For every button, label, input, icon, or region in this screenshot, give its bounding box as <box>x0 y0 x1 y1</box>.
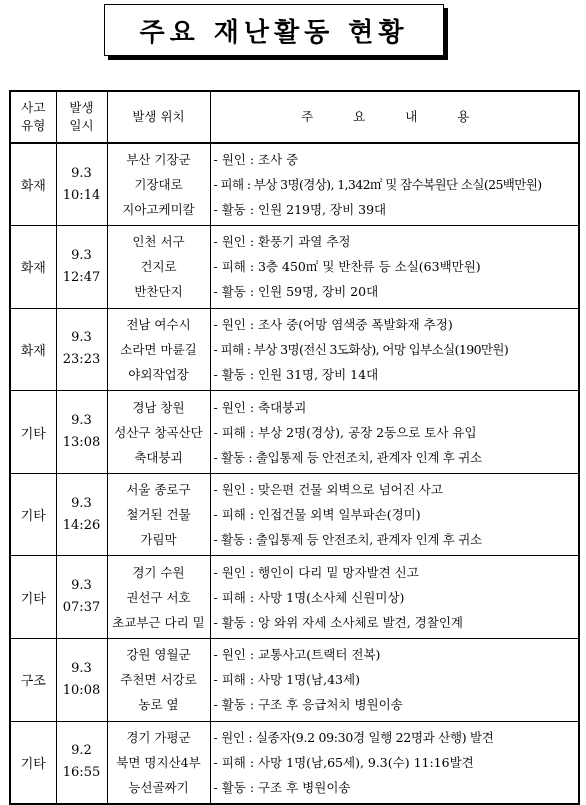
location-line: 강원 영월군 <box>126 647 191 663</box>
location-line: 부산 기장군 <box>126 152 191 168</box>
incident-activity: - 활동 : 출입통제 등 안전조치, 관계자 인계 후 귀소 <box>213 532 482 548</box>
incident-activity: - 활동 : 인원 31명, 장비 14대 <box>213 366 379 382</box>
incident-location <box>107 391 210 474</box>
table-row <box>10 556 579 639</box>
incident-activity: - 활동 : 구조 후 응급처치 병원이송 <box>213 697 403 713</box>
incident-cause: - 원인 : 행인이 다리 밑 망자발견 신고 <box>213 564 419 580</box>
incident-time: 10:08 <box>62 682 101 698</box>
incident-time: 14:26 <box>62 517 101 533</box>
table-row <box>10 226 579 309</box>
location-line: 기장대로 <box>134 177 183 193</box>
incident-date: 9.2 <box>71 743 92 759</box>
incident-cause: - 원인 : 조사 중 <box>213 152 299 168</box>
incident-damage: - 피해 : 사망 1명(남,43세) <box>213 672 360 688</box>
incident-type: 화재 <box>10 308 56 391</box>
location-line: 철거된 건물 <box>126 507 191 523</box>
incident-activity: - 활동 : 출입통제 등 안전조치, 관계자 인계 후 귀소 <box>213 449 482 465</box>
header-type <box>10 91 56 143</box>
incident-content <box>210 391 579 474</box>
incident-content <box>210 639 579 722</box>
location-line: 초교부근 다리 밑 <box>112 614 205 630</box>
incident-type: 기타 <box>10 391 56 474</box>
incident-location <box>107 308 210 391</box>
header-row <box>10 91 579 143</box>
location-line: 서울 종로구 <box>126 482 191 498</box>
header-datetime-label: 발생 일시 <box>69 100 94 133</box>
location-line: 북면 명지산4부 <box>116 754 201 770</box>
incident-activity: - 활동 : 인원 219명, 장비 39대 <box>213 202 387 218</box>
location-line: 경기 수원 <box>132 564 185 580</box>
location-line: 축대붕괴 <box>134 449 183 465</box>
incident-date: 9.3 <box>71 578 92 594</box>
location-line: 권선구 서호 <box>126 589 191 605</box>
location-line: 농로 옆 <box>138 697 179 713</box>
incident-damage: - 피해 : 부상 3명(전신 3도화상), 어망 입부소실(190만원) <box>213 341 509 357</box>
incident-activity: - 활동 : 인원 59명, 장비 20대 <box>213 284 379 300</box>
incident-damage: - 피해 : 인접건물 외벽 일부파손(경미) <box>213 507 421 523</box>
incident-time: 23:23 <box>62 352 101 368</box>
incident-date: 9.3 <box>71 660 92 676</box>
incident-time: 10:14 <box>62 187 101 203</box>
location-line: 경남 창원 <box>132 399 185 415</box>
incident-cause: - 원인 : 환풍기 과열 추정 <box>213 234 351 250</box>
incident-damage: - 피해 : 3층 450㎡ 및 반찬류 등 소실(63백만원) <box>213 259 481 275</box>
incident-datetime <box>56 639 107 722</box>
incident-location <box>107 721 210 804</box>
header-datetime <box>56 91 107 143</box>
incident-date: 9.3 <box>71 330 92 346</box>
incident-type: 화재 <box>10 226 56 309</box>
incident-location <box>107 639 210 722</box>
incident-datetime <box>56 308 107 391</box>
incident-location <box>107 143 210 226</box>
incident-content <box>210 721 579 804</box>
incident-cause: - 원인 : 조사 중(어망 염색중 폭발화재 추정) <box>213 316 453 332</box>
incident-datetime <box>56 391 107 474</box>
incident-damage: - 피해 : 부상 2명(경상), 공장 2동으로 토사 유입 <box>213 424 477 440</box>
table-row <box>10 721 579 804</box>
incident-cause: - 원인 : 교통사고(트랙터 전복) <box>213 647 381 663</box>
location-line: 지아고케미칼 <box>122 202 195 218</box>
header-location-label: 발생 위치 <box>132 109 185 124</box>
incident-table <box>9 90 580 805</box>
title-box <box>104 4 444 56</box>
incident-cause: - 원인 : 축대붕괴 <box>213 399 307 415</box>
incident-content <box>210 556 579 639</box>
incident-time: 12:47 <box>62 269 101 285</box>
location-line: 야외작업장 <box>128 366 189 382</box>
incident-damage: - 피해 : 부상 3명(경상), 1,342㎡ 및 잠수복원단 소실(25백만원) <box>213 177 542 193</box>
incident-time: 16:55 <box>62 765 101 781</box>
table-row <box>10 473 579 556</box>
incident-location <box>107 556 210 639</box>
incident-time: 13:08 <box>62 435 101 451</box>
incident-type: 기타 <box>10 721 56 804</box>
table-row <box>10 639 579 722</box>
incident-date: 9.3 <box>71 495 92 511</box>
incident-datetime <box>56 143 107 226</box>
incident-date: 9.3 <box>71 413 92 429</box>
table-row <box>10 308 579 391</box>
page-title: 주요 재난활동 현황 <box>139 17 409 48</box>
location-line: 경기 가평군 <box>126 729 191 745</box>
header-location <box>107 91 210 143</box>
incident-location <box>107 473 210 556</box>
incident-content <box>210 143 579 226</box>
incident-content <box>210 226 579 309</box>
table-row <box>10 391 579 474</box>
incident-type: 화재 <box>10 143 56 226</box>
location-line: 주천면 서강로 <box>120 672 197 688</box>
location-line: 반찬단지 <box>134 284 183 300</box>
location-line: 능선골짜기 <box>128 779 189 795</box>
incident-time: 07:37 <box>62 600 101 616</box>
incident-location <box>107 226 210 309</box>
header-content <box>210 91 579 143</box>
incident-date: 9.3 <box>71 165 92 181</box>
incident-cause: - 원인 : 실종자(9.2 09:30경 일행 22명과 산행) 발견 <box>213 729 494 745</box>
incident-datetime <box>56 556 107 639</box>
incident-type: 기타 <box>10 556 56 639</box>
incident-datetime <box>56 226 107 309</box>
incident-content <box>210 473 579 556</box>
incident-type: 구조 <box>10 639 56 722</box>
location-line: 건지로 <box>140 259 177 275</box>
header-content-label: 주 요 내 용 <box>301 109 488 124</box>
location-line: 인천 서구 <box>132 234 185 250</box>
incident-date: 9.3 <box>71 247 92 263</box>
location-line: 가림막 <box>140 532 177 548</box>
location-line: 전남 여수시 <box>126 316 191 332</box>
header-type-label: 사고 유형 <box>21 100 46 133</box>
incident-damage: - 피해 : 사망 1명(소사체 신원미상) <box>213 589 405 605</box>
incident-content <box>210 308 579 391</box>
incident-cause: - 원인 : 맞은편 건물 외벽으로 넘어진 사고 <box>213 482 443 498</box>
incident-activity: - 활동 : 구조 후 병원이송 <box>213 779 351 795</box>
incident-activity: - 활동 : 앙 와위 자세 소사체로 발견, 경찰인계 <box>213 614 463 630</box>
incident-type: 기타 <box>10 473 56 556</box>
incident-datetime <box>56 721 107 804</box>
table-row <box>10 143 579 226</box>
incident-datetime <box>56 473 107 556</box>
incident-damage: - 피해 : 사망 1명(남,65세), 9.3(수) 11:16발견 <box>213 754 474 770</box>
location-line: 소라면 마륜길 <box>120 341 197 357</box>
location-line: 성산구 창곡산단 <box>114 424 203 440</box>
